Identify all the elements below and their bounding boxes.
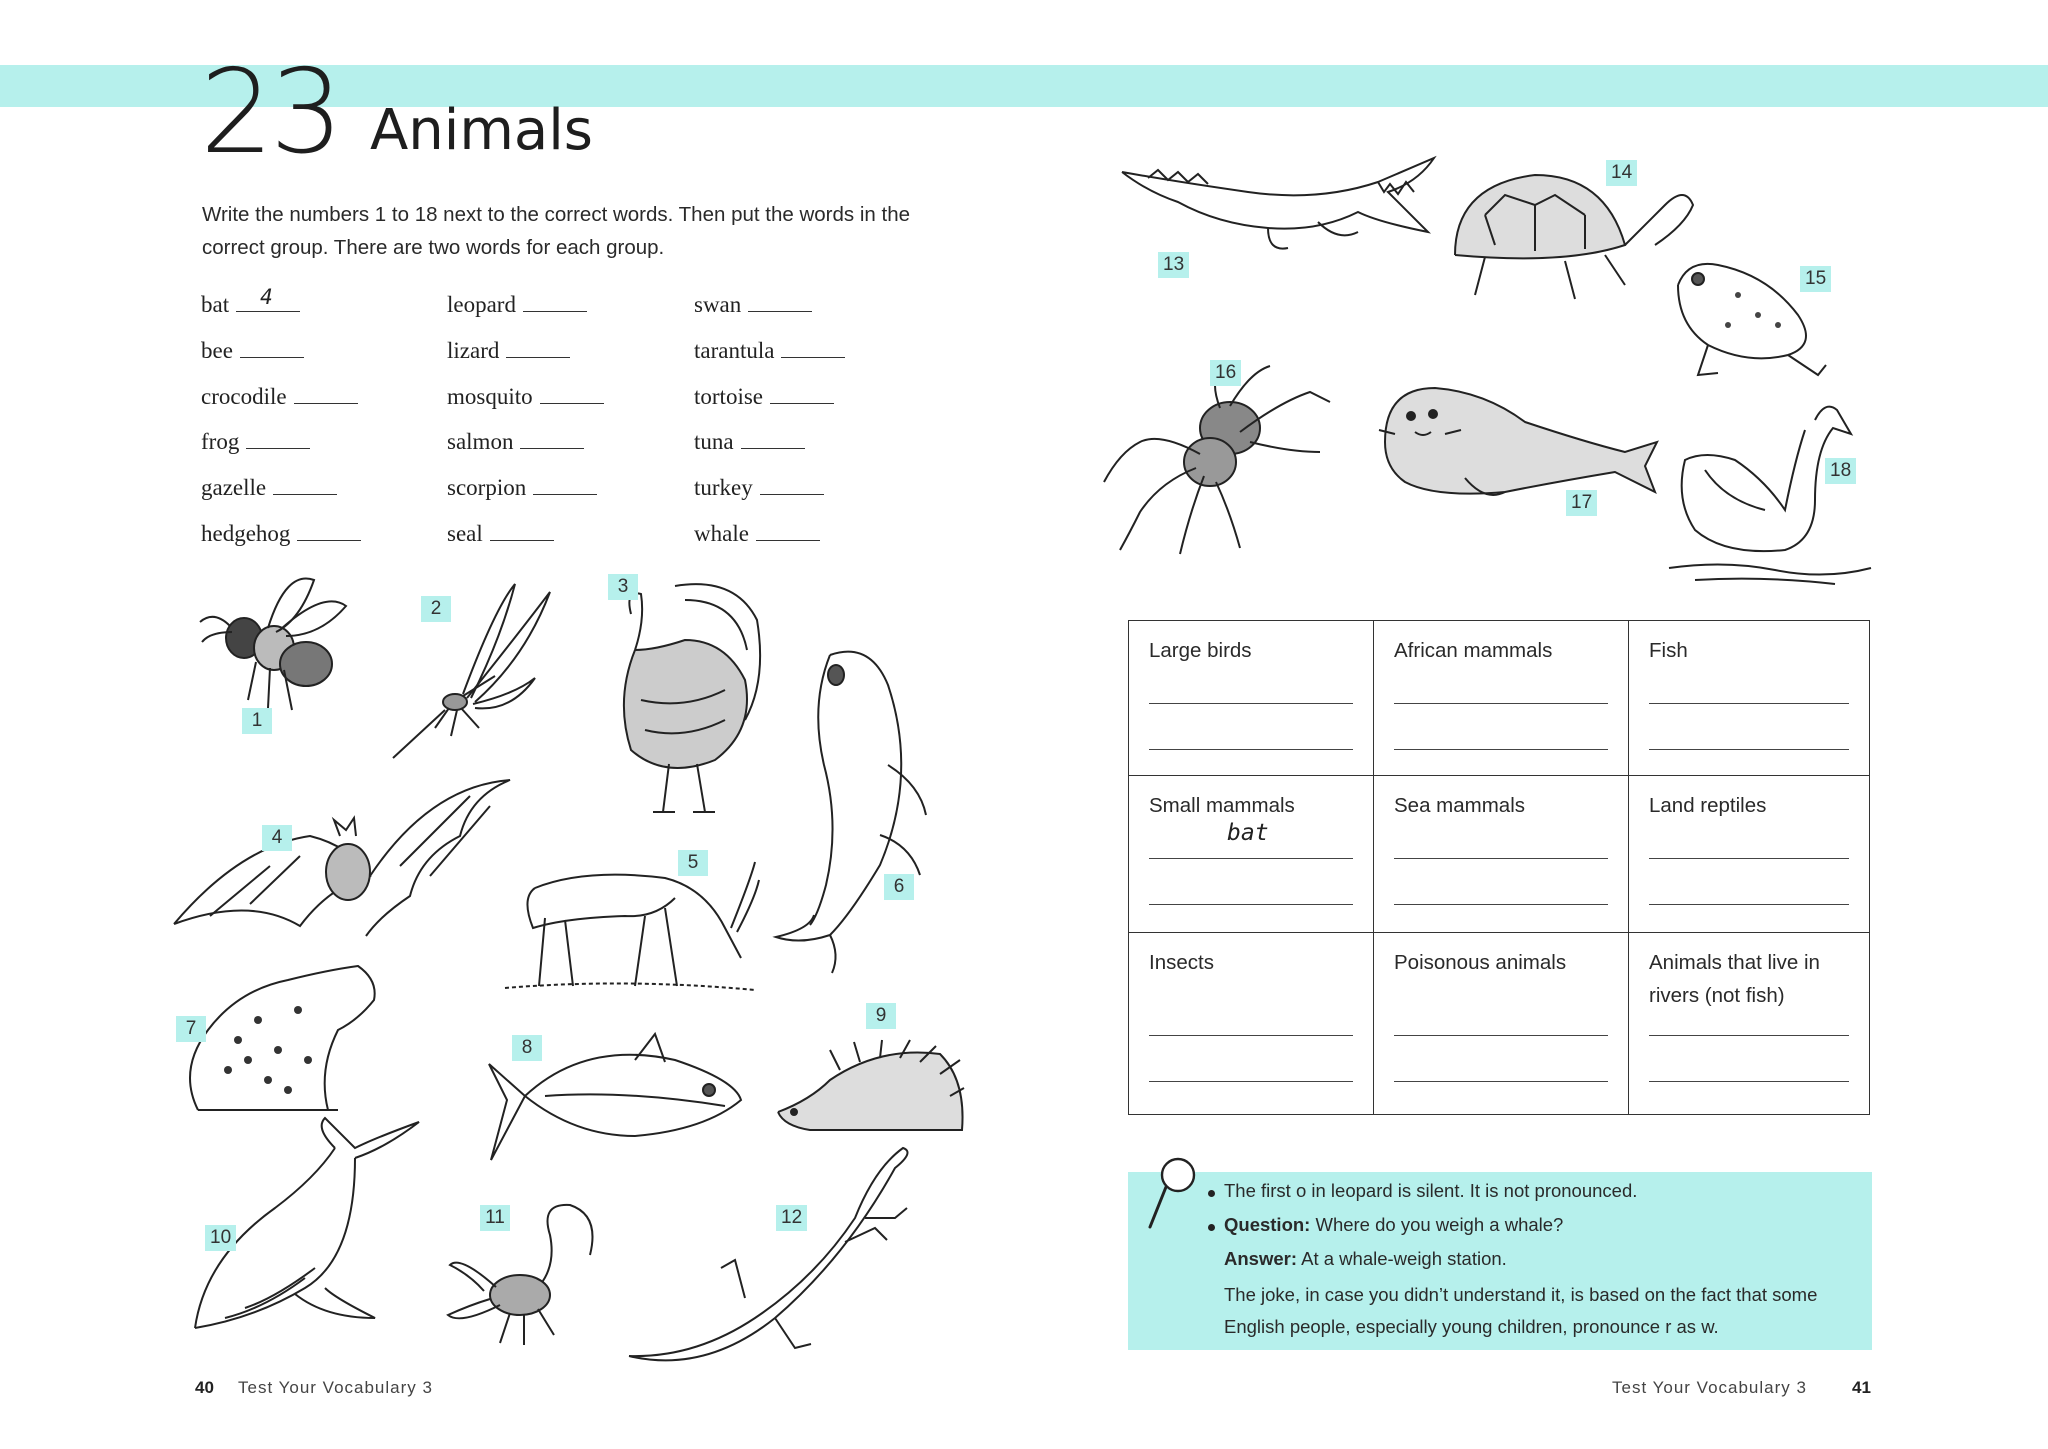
word-label: whale [694, 521, 749, 546]
answer-line[interactable] [1394, 1081, 1608, 1082]
word-item [447, 292, 587, 318]
word-label: swan [694, 292, 742, 317]
word-label: turkey [694, 475, 753, 501]
leopard-drawing [178, 960, 393, 1120]
word-item [447, 384, 604, 410]
tip-line-1: The first o in leopard is silent. It is not pronounced. [1224, 1180, 1638, 1201]
answer-line[interactable] [1649, 749, 1849, 750]
pic-label: 9 [866, 1003, 896, 1029]
word-item [694, 429, 805, 455]
group-title: Insects [1149, 951, 1214, 974]
bat-drawing [170, 776, 515, 946]
answer-blank[interactable] [246, 430, 310, 449]
answer-line[interactable] [1149, 1035, 1353, 1036]
answer-blank[interactable] [770, 385, 834, 404]
pic-label: 11 [480, 1205, 510, 1231]
answer-line[interactable] [1649, 1081, 1849, 1082]
pic-label: 13 [1158, 252, 1189, 278]
word-item [201, 285, 300, 318]
group-cell [1129, 933, 1374, 1114]
word-label: seal [447, 521, 483, 546]
answer-line[interactable] [1649, 858, 1849, 859]
book-title-right: Test Your Vocabulary 3 [1612, 1378, 1807, 1397]
word-item [447, 475, 597, 501]
seal-drawing [1375, 382, 1660, 507]
group-title: Animals that live in rivers (not fish) [1649, 951, 1820, 1007]
scorpion-drawing [440, 1195, 605, 1350]
word-label: bat [201, 292, 230, 317]
answer-line[interactable] [1394, 904, 1608, 905]
bee-drawing [196, 570, 351, 720]
answer-line[interactable] [1394, 703, 1608, 704]
group-title: Sea mammals [1394, 794, 1526, 817]
answer-blank[interactable] [490, 522, 554, 541]
tortoise-drawing [1445, 165, 1695, 310]
page-number-right: 41 [1852, 1378, 1871, 1397]
unit-title: Animals [370, 98, 593, 163]
pic-label: 12 [776, 1205, 807, 1231]
bullet [1208, 1224, 1215, 1231]
salmon-drawing [770, 645, 940, 975]
word-label: lizard [447, 337, 500, 363]
tarantula-drawing [1100, 362, 1335, 557]
groups-table [1128, 620, 1870, 1115]
word-label: mosquito [447, 383, 533, 409]
lizard-drawing [625, 1148, 915, 1373]
word-item [694, 384, 834, 410]
pic-label: 6 [884, 874, 914, 900]
word-item [694, 521, 820, 547]
group-title: Land reptiles [1649, 794, 1767, 817]
unit-number: 23 [200, 45, 340, 180]
magnifier-icon [1142, 1153, 1202, 1233]
tip-answer: Answer: At a whale-weigh station. [1224, 1248, 1507, 1269]
word-item [694, 292, 812, 318]
answer-blank[interactable] [533, 476, 597, 495]
instructions: Write the numbers 1 to 18 next to the correct words. Then put the words in the correct group. There are two words for each group. [202, 203, 911, 259]
word-item [694, 475, 824, 501]
page-number-left: 40 [195, 1378, 214, 1397]
group-title: African mammals [1394, 639, 1553, 662]
group-cell [1374, 776, 1629, 933]
group-cell [1129, 621, 1374, 776]
word-item [447, 521, 554, 547]
pic-label: 10 [205, 1225, 236, 1251]
tip-box [1128, 1172, 1872, 1350]
answer-blank[interactable] [741, 430, 805, 449]
tip-question: Question: Where do you weigh a whale? [1224, 1214, 1564, 1235]
word-label: crocodile [201, 383, 287, 409]
word-item [447, 338, 570, 364]
answer-blank[interactable] [748, 293, 812, 312]
word-label: bee [201, 337, 233, 363]
word-label: tortoise [694, 383, 763, 409]
word-label: salmon [447, 429, 514, 455]
answer-line[interactable] [1649, 703, 1849, 704]
answer-blank[interactable] [240, 339, 304, 358]
answer-line[interactable] [1149, 1081, 1353, 1082]
answer-line[interactable] [1394, 858, 1608, 859]
answer-line[interactable] [1149, 904, 1353, 905]
pic-label: 2 [421, 596, 451, 622]
pic-label: 16 [1210, 360, 1241, 386]
word-item [201, 384, 358, 410]
word-item [201, 429, 310, 455]
answer-blank[interactable] [540, 385, 604, 404]
swan-drawing [1665, 400, 1875, 585]
word-label: hedgehog [201, 521, 291, 546]
pic-label: 17 [1566, 490, 1597, 516]
crocodile-drawing [1118, 152, 1436, 262]
group-answer: bat [1227, 820, 1269, 846]
word-label: leopard [447, 292, 516, 317]
pic-label: 8 [512, 1035, 542, 1061]
group-cell [1374, 621, 1629, 776]
group-title: Large birds [1149, 639, 1252, 662]
pic-label: 1 [242, 708, 272, 734]
group-title: Small mammals [1149, 794, 1295, 817]
group-title: Fish [1649, 639, 1688, 662]
word-label: tarantula [694, 337, 775, 363]
bullet [1208, 1190, 1215, 1197]
pic-label: 14 [1606, 160, 1637, 186]
pic-label: 18 [1825, 458, 1856, 484]
answer-text: 4 [260, 285, 273, 309]
group-title: Poisonous animals [1394, 951, 1567, 974]
answer-blank[interactable] [523, 293, 587, 312]
gazelle-drawing [505, 858, 760, 998]
word-label: frog [201, 429, 240, 455]
answer-blank[interactable] [297, 522, 361, 541]
answer-line[interactable] [1649, 1035, 1849, 1036]
word-item [201, 475, 337, 501]
hedgehog-drawing [770, 1040, 965, 1140]
word-item [201, 521, 361, 547]
answer-blank[interactable] [760, 476, 824, 495]
group-cell [1629, 933, 1869, 1114]
answer-blank[interactable] [520, 430, 584, 449]
answer-blank[interactable] [273, 476, 337, 495]
answer-line[interactable] [1394, 749, 1608, 750]
answer-blank[interactable] [756, 522, 820, 541]
answer-line[interactable] [1149, 749, 1353, 750]
answer-line[interactable] [1149, 858, 1353, 859]
word-item [694, 338, 845, 364]
pic-label: 7 [176, 1016, 206, 1042]
answer-line[interactable] [1649, 904, 1849, 905]
group-cell [1374, 933, 1629, 1114]
word-label: tuna [694, 429, 734, 455]
group-cell [1129, 776, 1374, 933]
word-label: scorpion [447, 475, 527, 501]
answer-blank[interactable] [506, 339, 570, 358]
turkey-drawing [605, 580, 770, 820]
answer-blank[interactable] [781, 339, 845, 358]
book-title-left: Test Your Vocabulary 3 [238, 1378, 433, 1397]
group-cell [1629, 776, 1869, 933]
answer-blank[interactable] [294, 385, 358, 404]
pic-label: 5 [678, 850, 708, 876]
pic-label: 3 [608, 574, 638, 600]
answer-line[interactable] [1149, 703, 1353, 704]
tip-explanation-1: The joke, in case you didn’t understand it, is based on the fact that some [1224, 1284, 1818, 1305]
word-label: gazelle [201, 475, 267, 501]
word-item [201, 338, 304, 364]
answer-blank[interactable] [236, 285, 300, 312]
tip-explanation-2: English people, especially young children, pronounce r as w. [1224, 1316, 1719, 1337]
pic-label: 15 [1800, 266, 1831, 292]
word-item [447, 429, 584, 455]
answer-line[interactable] [1394, 1035, 1608, 1036]
group-cell [1629, 621, 1869, 776]
pic-label: 4 [262, 825, 292, 851]
mosquito-drawing [385, 578, 555, 763]
